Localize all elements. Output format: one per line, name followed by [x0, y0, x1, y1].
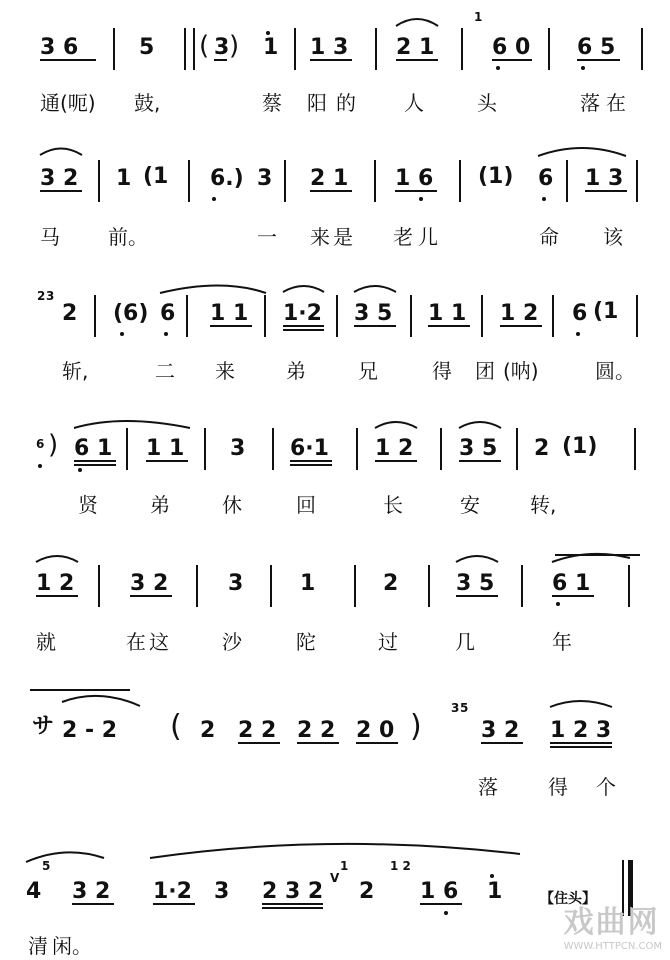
note: 2 0: [356, 718, 395, 743]
note: 3: [228, 571, 244, 596]
watermark-url: WWW.HTTPCN.COM: [563, 941, 662, 952]
grace-note: 3: [451, 701, 460, 715]
lyric: 的: [336, 91, 356, 115]
note: (1): [562, 434, 598, 459]
note: 2 3 2: [262, 879, 324, 904]
paren: ): [48, 430, 59, 460]
note: (1: [593, 299, 619, 324]
note: 6·1: [290, 436, 329, 461]
note: (1: [143, 164, 169, 189]
note: 3 2: [40, 166, 79, 191]
note: 1: [263, 35, 279, 60]
lyric: 陀: [296, 630, 316, 654]
lyric: 命: [539, 225, 559, 249]
paren: ): [229, 31, 240, 61]
lyric: 长: [383, 493, 403, 517]
note: 5: [139, 35, 155, 60]
lyric: 来: [215, 359, 235, 383]
note: 2: [62, 301, 78, 326]
note: 2 2: [297, 718, 336, 743]
note: 2: [359, 879, 375, 904]
note: 1: [116, 166, 132, 191]
lyric: 蔡: [262, 91, 282, 115]
lyric: 老: [393, 225, 413, 249]
lyric: 该: [603, 225, 623, 249]
breath-mark: V: [330, 871, 340, 885]
lyric: 休: [222, 493, 242, 517]
lyric: 贤: [78, 493, 98, 517]
lyric: 团: [475, 359, 495, 383]
lyric: 头: [477, 91, 497, 115]
note: 6: [572, 301, 588, 326]
grace-note: 5: [42, 859, 51, 873]
note: 3 5: [354, 301, 393, 326]
ending-mark: 【住头】: [540, 891, 596, 907]
note: 1 1: [428, 301, 467, 326]
lyric: 年: [552, 630, 572, 654]
note: 6 0: [492, 35, 531, 60]
watermark: [564, 897, 662, 952]
note: 3 2: [481, 718, 520, 743]
lyric: 落: [580, 91, 600, 115]
note: 1·2: [283, 301, 322, 326]
note: 1 1: [210, 301, 249, 326]
note: 2 1: [396, 35, 435, 60]
grace-note: 1: [340, 859, 349, 873]
grace-note: 1: [474, 10, 483, 24]
note: 3 6: [40, 35, 79, 60]
lyric: 圆。: [595, 359, 635, 383]
note: 1 2 3: [550, 718, 612, 743]
grace-note: 1 2: [390, 859, 411, 873]
note: 6: [538, 166, 554, 191]
lyric: 二: [155, 359, 175, 383]
note: 1 6: [395, 166, 434, 191]
lyric: 闲。: [52, 934, 92, 958]
lyric: 安: [460, 493, 480, 517]
note: 6 5: [577, 35, 616, 60]
lyric: 弟: [286, 359, 306, 383]
note: 1 3: [585, 166, 624, 191]
note: 2 2: [238, 718, 277, 743]
lyric: 这: [149, 630, 169, 654]
note: 3: [214, 879, 230, 904]
lyric: 儿: [418, 225, 438, 249]
lyric: 就: [36, 630, 56, 654]
lyric: 在: [606, 91, 626, 115]
note: 3 2: [72, 879, 111, 904]
lyric: 转,: [530, 493, 557, 517]
lyric: 马: [40, 225, 60, 249]
note: 3: [257, 166, 273, 191]
lyric: 个: [596, 775, 616, 799]
note: 6 1: [74, 436, 113, 461]
paren: (: [199, 31, 210, 61]
lyric: 沙: [222, 630, 242, 654]
grace-note: 2: [37, 289, 46, 303]
note: 6 1: [552, 571, 591, 596]
lyric: 过: [378, 630, 398, 654]
note: 1 1: [146, 436, 185, 461]
note: (1): [478, 164, 514, 189]
lyric: 落: [478, 775, 498, 799]
note: 3 5: [456, 571, 495, 596]
lyric: 清: [28, 934, 48, 958]
lyric: 一: [257, 225, 277, 249]
note: 2: [534, 436, 550, 461]
note: 1 2: [36, 571, 75, 596]
lyric: 鼓,: [134, 91, 161, 115]
lyric: 阳: [307, 91, 327, 115]
note: 6: [160, 301, 176, 326]
lyric: 弟: [150, 493, 170, 517]
note: 2 - 2: [62, 718, 118, 743]
watermark-logo: 戏曲网: [563, 905, 660, 940]
note: 1 6: [420, 879, 459, 904]
grace-note: 3: [46, 289, 55, 303]
free-meter-sign: サ: [32, 714, 55, 739]
grace-note: 5: [460, 701, 469, 715]
note: 4: [26, 879, 42, 904]
lyric: 前。: [108, 225, 148, 249]
note: (6): [113, 301, 149, 326]
paren: (: [170, 709, 182, 744]
lyric: 回: [296, 493, 316, 517]
note: 1 3: [310, 35, 349, 60]
lyric: (呐): [503, 359, 539, 383]
note: 3 2: [130, 571, 169, 596]
note: 1 2: [500, 301, 539, 326]
note: 1: [300, 571, 316, 596]
note: 3: [230, 436, 246, 461]
lyric: 几: [455, 630, 475, 654]
note: 2: [200, 718, 216, 743]
lyric: 得: [548, 775, 568, 799]
note: 3: [214, 35, 230, 60]
lyric: 兄: [358, 359, 378, 383]
note: 3 5: [459, 436, 498, 461]
note: 6.): [210, 166, 244, 191]
note: 2: [383, 571, 399, 596]
paren: ): [410, 709, 422, 744]
lyric: 斩,: [62, 359, 89, 383]
lyric: 得: [432, 359, 452, 383]
lyric: 来: [310, 225, 330, 249]
grace-note: 6: [36, 437, 45, 451]
lyric: 通(呃): [40, 91, 96, 115]
note: 1 2: [375, 436, 414, 461]
lyric: 在: [126, 630, 146, 654]
note: 1: [487, 879, 503, 904]
lyric: 是: [333, 225, 353, 249]
note: 2 1: [310, 166, 349, 191]
note: 1·2: [153, 879, 192, 904]
lyric: 人: [404, 91, 424, 115]
